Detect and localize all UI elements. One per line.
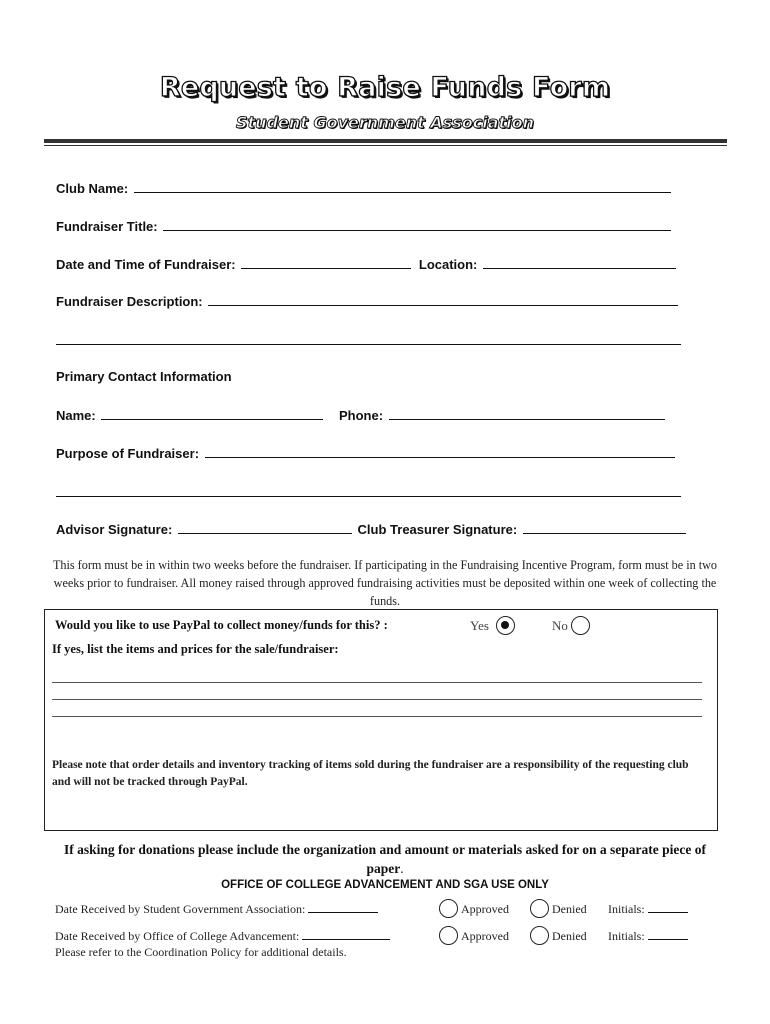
college-approved-radio[interactable] [439, 926, 458, 945]
office-use-heading: OFFICE OF COLLEGE ADVANCEMENT AND SGA USE ONLY [221, 879, 549, 891]
location-label: Location: [418, 257, 478, 272]
paypal-yes-radio[interactable] [496, 616, 515, 635]
radio-selected-dot [501, 621, 509, 629]
header-divider [44, 139, 727, 143]
sga-denied-label: Denied [552, 902, 587, 916]
sga-received-label: Date Received by Student Government Association: [55, 902, 306, 916]
paypal-no-label: No [552, 618, 568, 633]
sga-received-date-field[interactable] [308, 902, 378, 913]
paypal-yes-label: Yes [470, 618, 489, 633]
advisor-signature-label: Advisor Signature: [56, 522, 173, 537]
coordination-policy-note: Please refer to the Coordination Policy for additional details. [55, 945, 347, 959]
paypal-question: Would you like to use PayPal to collect money/funds for this? : [55, 618, 388, 632]
paypal-tracking-note: Please note that order details and inventory tracking of items sold during the fundraiser are a responsibility of the requesting club and will not be tracked through PayPal. [52, 759, 689, 788]
description-row [56, 293, 678, 309]
name-label: Name: [56, 408, 96, 423]
sga-approved-radio[interactable] [439, 899, 458, 918]
college-initials-field[interactable] [648, 929, 688, 940]
description-label: Fundraiser Description: [56, 294, 203, 309]
college-initials-row [608, 929, 688, 944]
club-name-field[interactable] [134, 180, 671, 193]
description-field-line-2[interactable] [56, 344, 681, 345]
items-line-3[interactable] [52, 716, 702, 717]
paypal-items-prompt: If yes, list the items and prices for the sale/fundraiser: [52, 642, 339, 656]
college-denied-radio[interactable] [530, 926, 549, 945]
donations-note-period: . [400, 861, 404, 876]
phone-label: Phone: [339, 408, 384, 423]
date-location-row [56, 256, 676, 272]
fundraiser-title-field[interactable] [163, 218, 671, 231]
fundraiser-title-row [56, 218, 671, 234]
header-divider-thin [44, 145, 727, 146]
treasurer-signature-field[interactable] [523, 521, 686, 534]
college-received-label: Date Received by Office of College Advancement: [55, 929, 300, 943]
sga-approved-label: Approved [461, 902, 509, 916]
purpose-field[interactable] [205, 445, 675, 458]
date-time-label: Date and Time of Fundraiser: [56, 257, 236, 272]
description-field[interactable] [208, 293, 678, 306]
name-phone-row [56, 407, 665, 423]
form-title: Request to Raise Funds Form [159, 72, 611, 103]
date-time-field[interactable] [241, 256, 411, 269]
phone-field[interactable] [389, 407, 665, 420]
items-line-2[interactable] [52, 699, 702, 700]
college-initials-label: Initials: [608, 929, 645, 943]
sga-initials-row [608, 902, 688, 917]
signatures-row [56, 521, 686, 537]
name-field[interactable] [101, 407, 323, 420]
treasurer-signature-label: Club Treasurer Signature: [357, 522, 518, 537]
form-subtitle: Student Government Association [236, 113, 534, 132]
paypal-no-radio[interactable] [571, 616, 590, 635]
club-name-label: Club Name: [56, 181, 129, 196]
deadline-notice: This form must be in within two weeks before the fundraiser. If participating in the Fundraising Incentive Program, form must be in two weeks prior to fundraiser. All money raised through approved fundraising activities must be deposited within one week of collecting the funds. [52, 558, 718, 608]
advisor-signature-field[interactable] [178, 521, 352, 534]
sga-denied-radio[interactable] [530, 899, 549, 918]
college-received-date-field[interactable] [302, 929, 390, 940]
sga-initials-field[interactable] [648, 902, 688, 913]
sga-received-row [55, 902, 378, 917]
purpose-row [56, 445, 675, 461]
donations-note-text: If asking for donations please include the organization and amount or materials asked for on a separate piece of paper [63, 842, 706, 876]
sga-initials-label: Initials: [608, 902, 645, 916]
college-denied-label: Denied [552, 929, 587, 943]
purpose-label: Purpose of Fundraiser: [56, 446, 200, 461]
college-approved-label: Approved [461, 929, 509, 943]
primary-contact-heading: Primary Contact Information [56, 369, 232, 384]
club-name-row [56, 180, 671, 196]
purpose-field-line-2[interactable] [56, 496, 681, 497]
college-received-row [55, 929, 390, 944]
location-field[interactable] [483, 256, 676, 269]
donations-note [60, 840, 710, 878]
fundraiser-title-label: Fundraiser Title: [56, 219, 158, 234]
items-line-1[interactable] [52, 682, 702, 683]
